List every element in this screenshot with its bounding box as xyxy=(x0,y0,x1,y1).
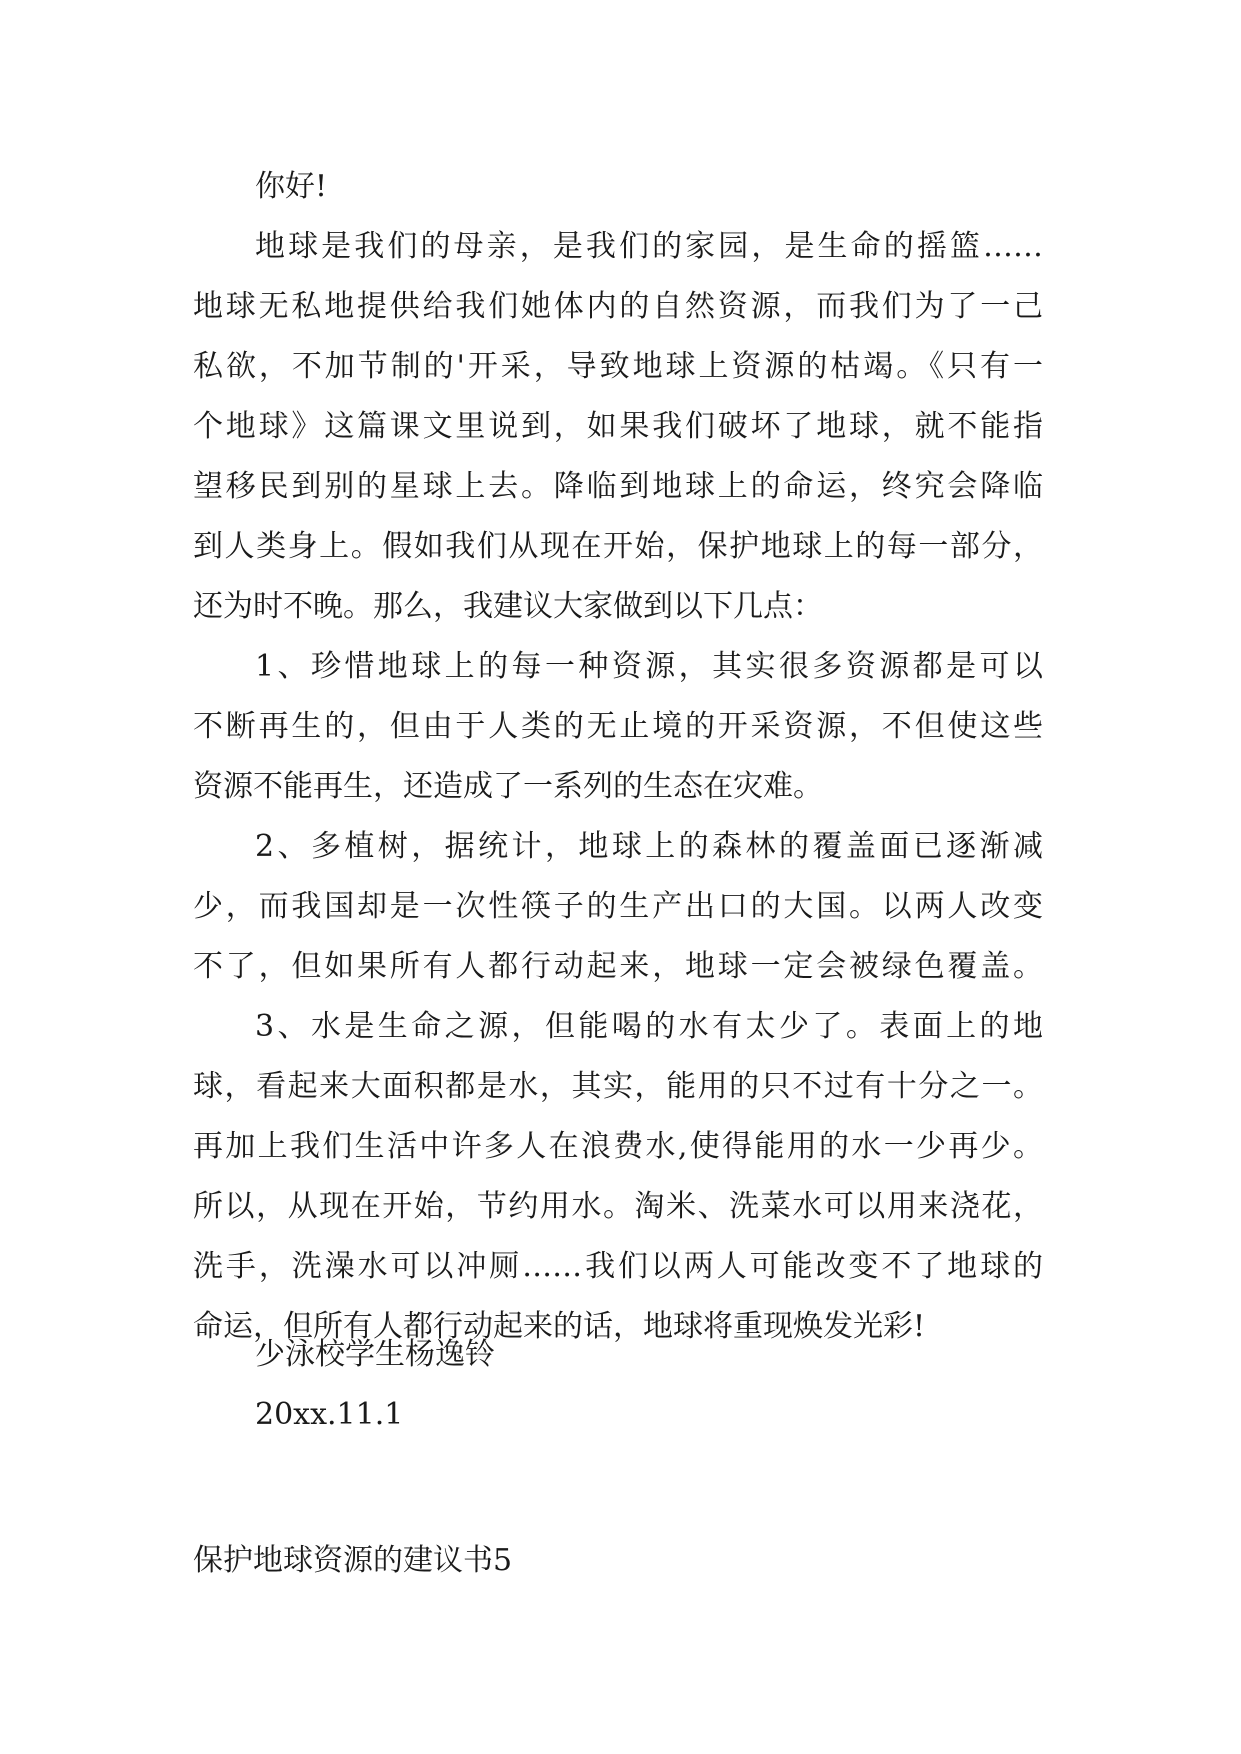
paragraph-line: 不断再生的，但由于人类的无止境的开采资源，不但使这些 xyxy=(193,709,1043,744)
paragraph-line: 再加上我们生活中许多人在浪费水,使得能用的水一少再少。 xyxy=(193,1129,1043,1164)
paragraph-line: 洗手，洗澡水可以冲厕……我们以两人可能改变不了地球的 xyxy=(193,1249,1043,1284)
paragraph-line: 私欲，不加节制的'开采，导致地球上资源的枯竭。《只有一 xyxy=(193,349,1043,384)
paragraph-line: 地球是我们的母亲，是我们的家园，是生命的摇篮…… xyxy=(255,229,1043,264)
paragraph-line: 1、珍惜地球上的每一种资源，其实很多资源都是可以 xyxy=(255,649,1043,684)
next-section-title-text: 保护地球资源的建议书5 xyxy=(193,1543,513,1578)
paragraph-line: 望移民到别的星球上去。降临到地球上的命运，终究会降临 xyxy=(193,469,1043,504)
paragraph-line: 地球无私地提供给我们她体内的自然资源，而我们为了一己 xyxy=(193,289,1043,324)
paragraph-line: 到人类身上。假如我们从现在开始，保护地球上的每一部分， xyxy=(193,529,1043,564)
letter-body xyxy=(193,217,1043,1357)
paragraph-line: 所以，从现在开始，节约用水。淘米、洗菜水可以用来浇花， xyxy=(193,1189,1043,1224)
paragraph-point-3 xyxy=(193,997,1043,1357)
signature-text: 少泳校学生杨逸铃 xyxy=(255,1337,495,1372)
paragraph-point-1 xyxy=(193,637,1043,817)
paragraph-line: 命运，但所有人都行动起来的话，地球将重现焕发光彩! xyxy=(193,1309,926,1344)
paragraph-line: 3、水是生命之源，但能喝的水有太少了。表面上的地 xyxy=(255,1009,1043,1044)
paragraph-line: 少，而我国却是一次性筷子的生产出口的大国。以两人改变 xyxy=(193,889,1043,924)
greeting-text: 你好! xyxy=(255,169,328,204)
date-text: 20xx.11.1 xyxy=(255,1397,404,1432)
paragraph-line: 个地球》这篇课文里说到，如果我们破坏了地球，就不能指 xyxy=(193,409,1043,444)
paragraph-line: 还为时不晚。那么，我建议大家做到以下几点： xyxy=(193,589,823,624)
paragraph-line: 球，看起来大面积都是水，其实，能用的只不过有十分之一。 xyxy=(193,1069,1043,1104)
paragraph-intro xyxy=(193,217,1043,637)
date xyxy=(193,1385,1105,1445)
greeting xyxy=(193,157,1105,217)
paragraph-line: 不了，但如果所有人都行动起来，地球一定会被绿色覆盖。 xyxy=(193,949,1043,984)
paragraph-point-2 xyxy=(193,817,1043,997)
next-section-title xyxy=(193,1531,1043,1591)
paragraph-line: 资源不能再生，还造成了一系列的生态在灾难。 xyxy=(193,769,823,804)
paragraph-line: 2、多植树，据统计，地球上的森林的覆盖面已逐渐减 xyxy=(255,829,1043,864)
signature xyxy=(193,1325,1105,1385)
